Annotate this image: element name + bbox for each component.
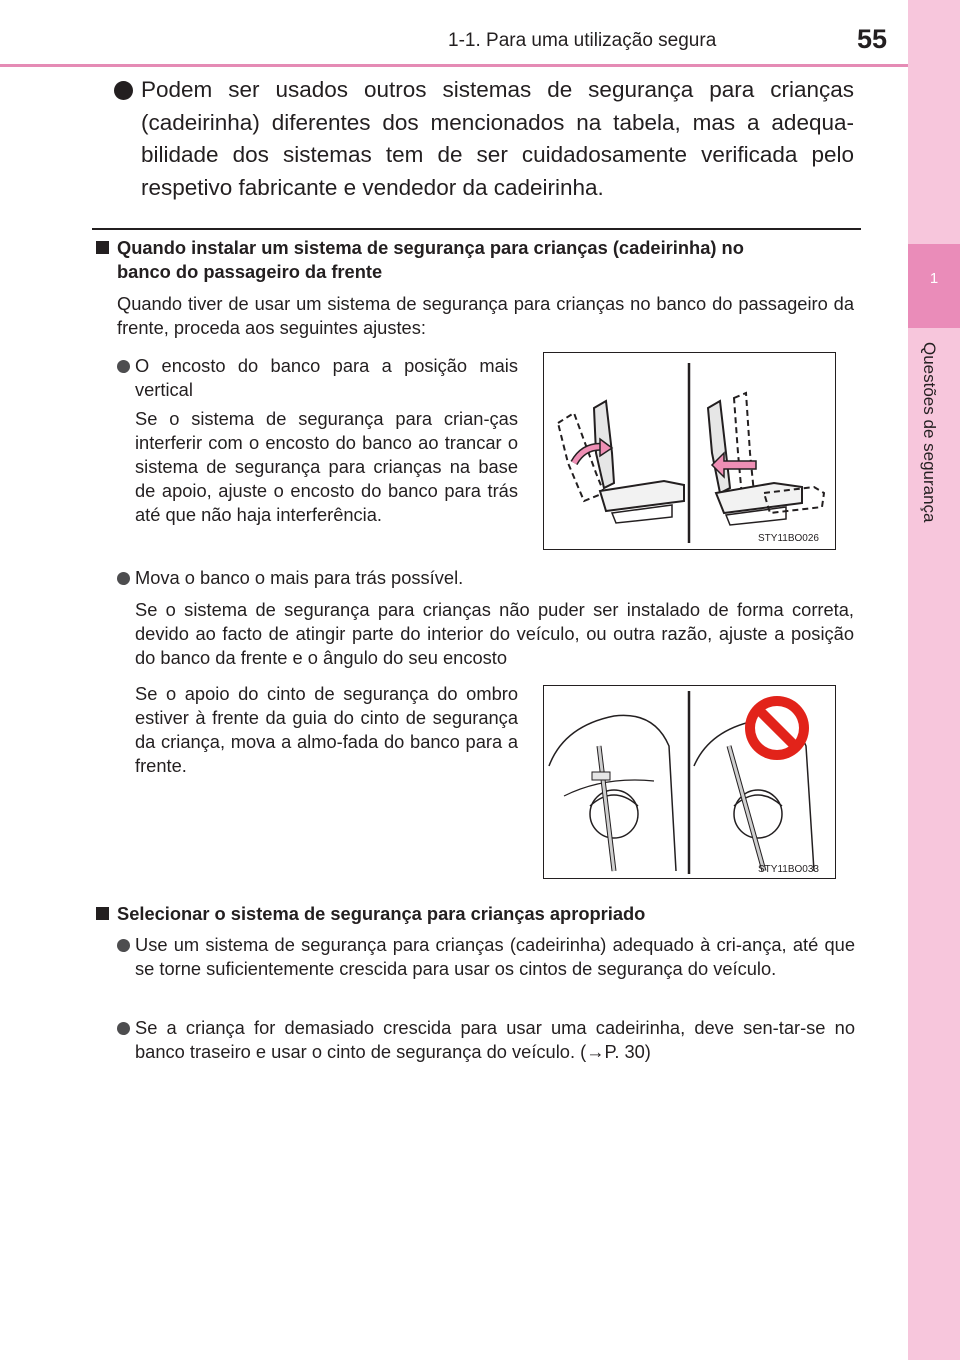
bullet1-body: Se o sistema de segurança para crian-ças interferir com o encosto do banco ao trancar o sistema de segurança para crianças na base de apoio, ajuste o encosto do banco para trás até que não haja interferência.: [135, 408, 518, 525]
bullet-icon: [117, 572, 130, 585]
square-bullet-icon: [96, 907, 109, 920]
square-bullet-icon: [96, 241, 109, 254]
figure1-code: STY11BO026: [758, 533, 819, 544]
side-chapter-title: Questões de segurança: [920, 342, 939, 523]
page-number: 55: [857, 24, 888, 54]
bullet2-body2: Se o apoio do cinto de segurança do ombro estiver à frente da guia do cinto de segurança da criança, mova a almo-fada do banco para a frente.: [135, 683, 518, 776]
belt-position-figure: [543, 685, 836, 879]
side-chapter-number: 1: [929, 270, 939, 287]
bullet2-title: Mova o banco o mais para trás possível.: [135, 567, 464, 588]
section1-heading-line1: Quando instalar um sistema de segurança para crianças (cadeirinha) no: [117, 237, 744, 258]
intro-paragraph: Podem ser usados outros sistemas de segurança para crianças (cadeirinha) diferentes dos mencionados na tabela, mas a adequa-bilidade dos sistemas tem de ser cuidadosamente verificada pelo respetivo fabricante e vendedor da cadeirinha.: [141, 77, 854, 200]
side-tab: [908, 0, 960, 1360]
section-divider: [92, 228, 861, 230]
header-rule: [0, 64, 908, 67]
section1-heading: [117, 236, 862, 284]
bullet-icon: [117, 360, 130, 373]
section2-bullet1: Use um sistema de segurança para crianças (cadeirinha) adequado à cri-ança, até que se torne suficientemente crescida para usar os cintos de segurança do veículo.: [135, 934, 855, 979]
bullet-icon: [114, 81, 133, 100]
bullet1-title: O encosto do banco para a posição mais vertical: [135, 355, 518, 400]
header-section-title: 1-1. Para uma utilização segura: [448, 30, 717, 51]
figure2-code: STY11BO033: [758, 864, 819, 875]
section1-heading-line2: banco do passageiro da frente: [117, 261, 383, 282]
bullet-icon: [117, 1022, 130, 1035]
seat-recline-figure: [543, 352, 836, 550]
bullet2-body: Se o sistema de segurança para crianças não puder ser instalado de forma correta, devido ao facto de atingir parte do interior do veículo, ou outra razão, ajuste a posição do banco da frente e o ângulo do seu encosto: [135, 599, 854, 668]
seat-recline-illustration: [544, 353, 834, 548]
belt-position-illustration: [544, 686, 834, 877]
section2-bullet2: Se a criança for demasiado crescida para usar uma cadeirinha, deve sen-tar-se no banco traseiro e usar o cinto de segurança do veículo. (→P. 30): [135, 1017, 855, 1062]
bullet-icon: [117, 939, 130, 952]
section1-intro: Quando tiver de usar um sistema de segurança para crianças no banco do passageiro da frente, proceda aos seguintes ajustes:: [117, 293, 854, 338]
section2-heading: Selecionar o sistema de segurança para crianças apropriado: [117, 903, 646, 924]
